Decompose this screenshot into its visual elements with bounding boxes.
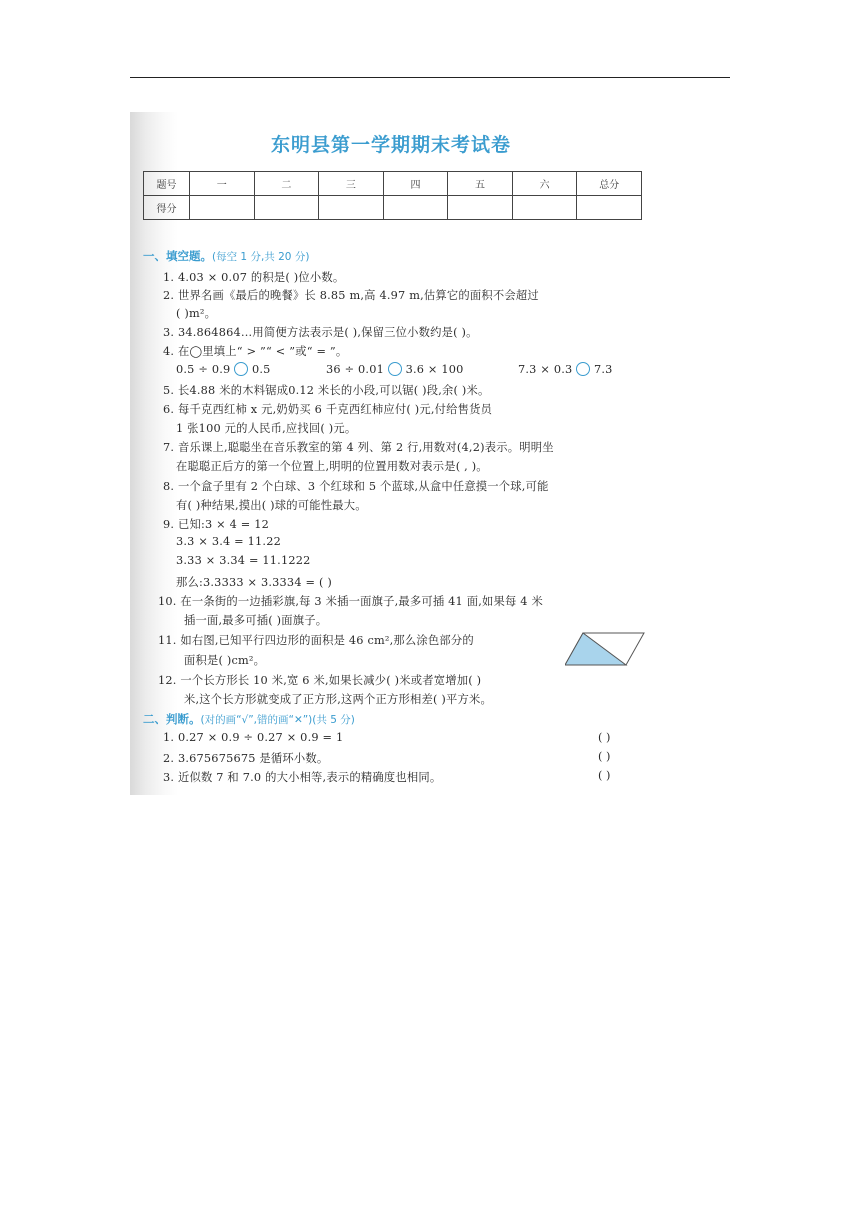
section-1-note: (每空 1 分,共 20 分) xyxy=(212,251,310,263)
parallelogram-figure-icon xyxy=(565,632,645,666)
compare-circle-icon xyxy=(234,362,248,376)
top-rule xyxy=(130,77,730,78)
question-10-line-1: 10. 在一条街的一边插彩旗,每 3 米插一面旗子,最多可插 41 面,如果每 4 米 xyxy=(158,595,543,608)
question-11-line-2: 面积是( )cm²。 xyxy=(184,654,266,667)
compare-circle-icon xyxy=(576,362,590,376)
score-header-cell: 五 xyxy=(448,172,513,196)
score-row-label: 得分 xyxy=(144,196,190,220)
score-cell xyxy=(319,196,384,220)
answer-paren: ( ) xyxy=(598,769,611,782)
score-cell xyxy=(448,196,513,220)
section-1-heading xyxy=(143,248,309,264)
comparison-left: 7.3 × 0.3 xyxy=(518,363,573,376)
question-6-line-2: 1 张100 元的人民币,应找回( )元。 xyxy=(176,422,357,435)
question-8-line-2: 有( )种结果,摸出( )球的可能性最大。 xyxy=(176,499,367,512)
question-10-line-2: 插一面,最多可插( )面旗子。 xyxy=(184,614,328,627)
score-cell xyxy=(190,196,255,220)
score-header-cell: 四 xyxy=(383,172,448,196)
question-12-line-2: 米,这个长方形就变成了正方形,这两个正方形相差( )平方米。 xyxy=(184,693,493,706)
comparison-left: 36 ÷ 0.01 xyxy=(326,363,384,376)
score-cell xyxy=(577,196,642,220)
score-table-header-row xyxy=(144,172,642,196)
comparison-right: 7.3 xyxy=(593,363,613,376)
judge-question-3: 3. 近似数 7 和 7.0 的大小相等,表示的精确度也相同。 xyxy=(163,771,442,784)
answer-paren: ( ) xyxy=(598,750,611,763)
question-9-line-2: 3.3 × 3.4 = 11.22 xyxy=(176,535,281,548)
section-2-heading xyxy=(143,711,355,727)
answer-paren: ( ) xyxy=(598,731,611,744)
comparison-right: 0.5 xyxy=(251,363,271,376)
question-4-comparison-3 xyxy=(518,362,613,376)
judge-question-1: 1. 0.27 × 0.9 ÷ 0.27 × 0.9 = 1 xyxy=(163,731,344,744)
section-2-note: (对的画“√”,错的画“✕”)(共 5 分) xyxy=(200,714,355,726)
exam-paper-scan xyxy=(130,112,652,795)
question-7-line-1: 7. 音乐课上,聪聪坐在音乐教室的第 4 列、第 2 行,用数对(4,2)表示。明明坐 xyxy=(163,441,554,454)
exam-title: 东明县第一学期期末考试卷 xyxy=(270,134,511,156)
question-2-line-1: 2. 世界名画《最后的晚餐》长 8.85 m,高 4.97 m,估算它的面积不会超过 xyxy=(163,289,539,302)
score-header-cell: 二 xyxy=(254,172,319,196)
question-4: 4. 在◯里填上“ > ”“ < ”或“ = ”。 xyxy=(163,345,348,358)
score-header-cell: 六 xyxy=(512,172,577,196)
question-4-comparison-2 xyxy=(326,362,464,376)
score-cell xyxy=(254,196,319,220)
compare-circle-icon xyxy=(388,362,402,376)
score-header-cell: 总分 xyxy=(577,172,642,196)
question-3: 3. 34.864864…用简便方法表示是( ),保留三位小数约是( )。 xyxy=(163,326,478,339)
question-9-line-3: 3.33 × 3.34 = 11.1222 xyxy=(176,554,311,567)
question-2-line-2: ( )m²。 xyxy=(176,307,217,320)
score-table xyxy=(143,171,642,220)
section-1-title: 一、填空题。 xyxy=(143,249,212,263)
comparison-right: 3.6 × 100 xyxy=(405,363,464,376)
question-9-line-4: 那么:3.3333 × 3.3334 = ( ) xyxy=(176,576,332,589)
question-11-line-1: 11. 如右图,已知平行四边形的面积是 46 cm²,那么涂色部分的 xyxy=(158,634,474,647)
question-12-line-1: 12. 一个长方形长 10 米,宽 6 米,如果长减少( )米或者宽增加( ) xyxy=(158,674,482,687)
score-header-cell: 一 xyxy=(190,172,255,196)
question-6-line-1: 6. 每千克西红柿 x 元,奶奶买 6 千克西红柿应付( )元,付给售货员 xyxy=(163,403,493,416)
question-7-line-2: 在聪聪正后方的第一个位置上,明明的位置用数对表示是( , )。 xyxy=(176,460,488,473)
score-cell xyxy=(512,196,577,220)
section-2-title: 二、判断。 xyxy=(143,712,201,726)
judge-question-2: 2. 3.675675675 是循环小数。 xyxy=(163,752,329,765)
comparison-left: 0.5 ÷ 0.9 xyxy=(176,363,231,376)
question-1: 1. 4.03 × 0.07 的积是( )位小数。 xyxy=(163,271,345,284)
question-5: 5. 长4.88 米的木料锯成0.12 米长的小段,可以锯( )段,余( )米。 xyxy=(163,384,490,397)
question-9-line-1: 9. 已知:3 × 4 = 12 xyxy=(163,518,270,531)
score-cell xyxy=(383,196,448,220)
score-header-cell: 三 xyxy=(319,172,384,196)
score-header-cell: 题号 xyxy=(144,172,190,196)
question-4-comparison-1 xyxy=(176,362,271,376)
question-8-line-1: 8. 一个盒子里有 2 个白球、3 个红球和 5 个蓝球,从盒中任意摸一个球,可能 xyxy=(163,480,549,493)
score-table-score-row xyxy=(144,196,642,220)
